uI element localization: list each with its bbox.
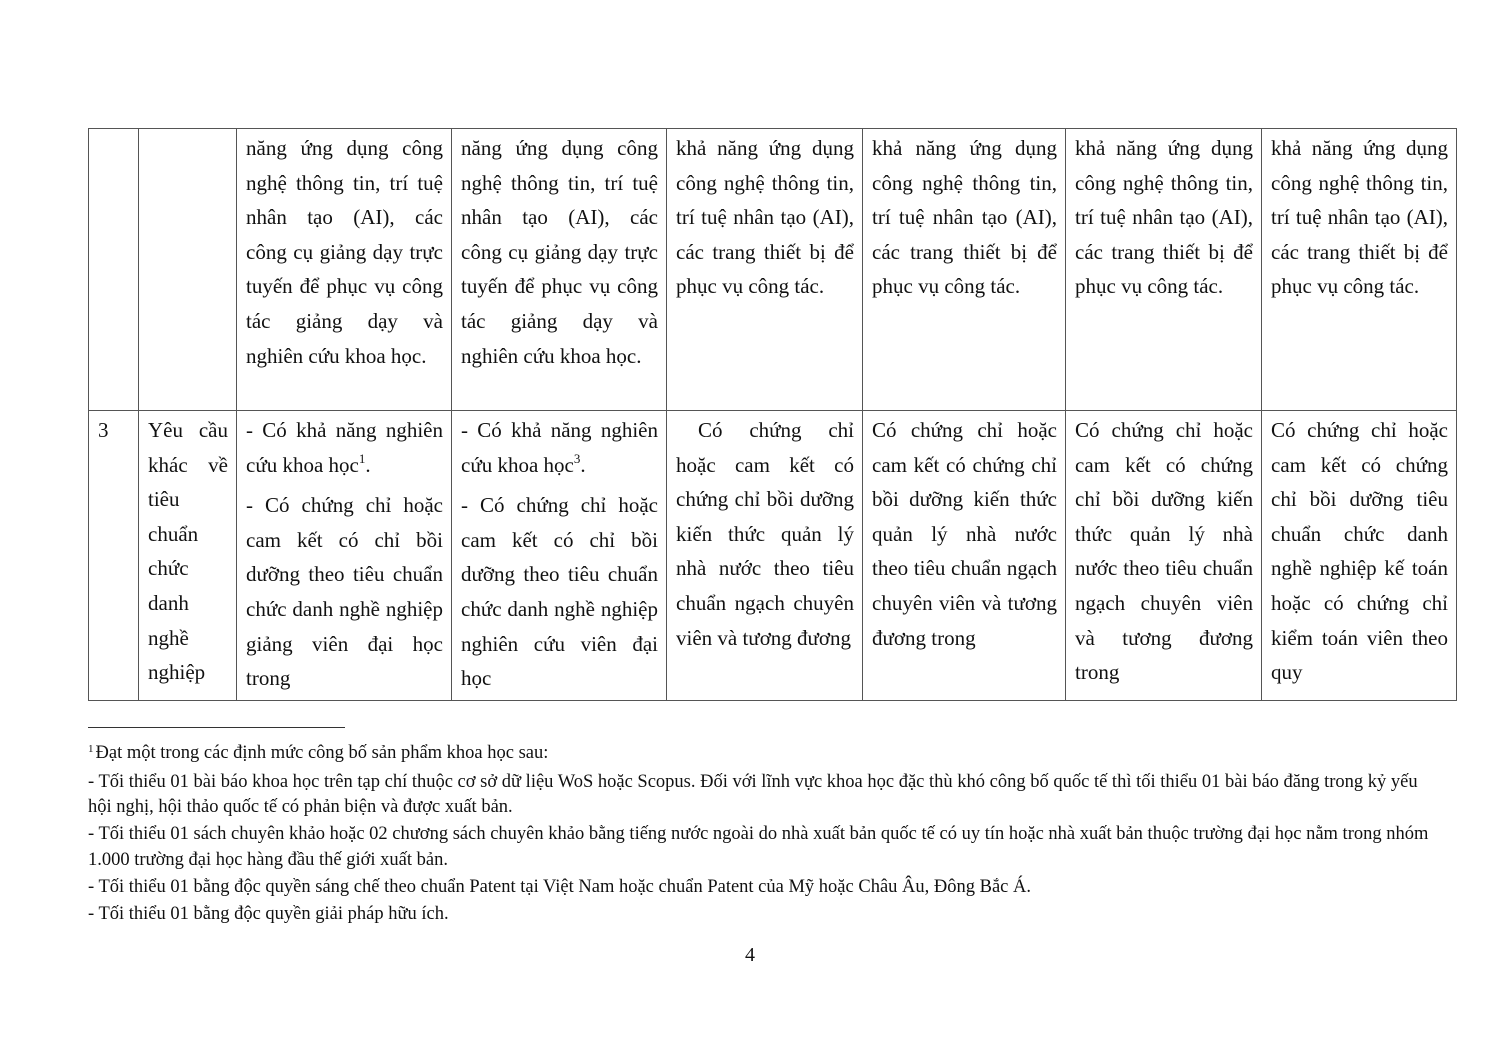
footnote-mark: 1: [88, 743, 94, 755]
table-cell: Có chứng chỉ hoặc cam kết có chứng chỉ bồi dưỡng kiến thức quản lý nhà nước theo tiêu chuẩn ngạch chuyên viên và tương đương trong: [863, 411, 1066, 701]
footnote-reference[interactable]: 1: [358, 450, 366, 466]
table-cell: khả năng ứng dụng công nghệ thông tin, trí tuệ nhân tạo (AI), các trang thiết bị để phục vụ công tác.: [863, 129, 1066, 411]
table-cell: khả năng ứng dụng công nghệ thông tin, trí tuệ nhân tạo (AI), các trang thiết bị để phục vụ công tác.: [667, 129, 863, 411]
table-cell: Có chứng chỉ hoặc cam kết có chứng chỉ bồi dưỡng kiến thức quản lý nhà nước theo tiêu chuẩn ngạch chuyên viên và tương đương: [667, 411, 863, 701]
footnote-item: - Tối thiểu 01 sách chuyên khảo hoặc 02 chương sách chuyên khảo bằng tiếng nước ngoài do nhà xuất bản quốc tế có uy tín hoặc nhà xuất bản thuộc trường đại học nằm trong nhóm 1.000 trường đại học hàng đầu thế giới xuất bản.: [88, 824, 1429, 870]
footnote-item: - Tối thiểu 01 bài báo khoa học trên tạp chí thuộc cơ sở dữ liệu WoS hoặc Scopus. Đối với lĩnh vực khoa học đặc thù khó công bố quốc tế thì tối thiểu 01 bài báo đăng trong kỷ yếu hội nghị, hội thảo quốc tế có phản biện và được xuất bản.: [88, 772, 1418, 818]
table-cell: khả năng ứng dụng công nghệ thông tin, trí tuệ nhân tạo (AI), các trang thiết bị để phục vụ công tác.: [1066, 129, 1262, 411]
footnote-reference[interactable]: 3: [573, 450, 581, 466]
table-row-3: [89, 411, 1457, 701]
cell-paragraph: - Có khả năng nghiên cứu khoa học$^3$.: [461, 418, 658, 477]
table-cell: năng ứng dụng công nghệ thông tin, trí tuệ nhân tạo (AI), các công cụ giảng dạy trực tuyến để phục vụ công tác giảng dạy và nghiên cứu khoa học.: [237, 129, 452, 411]
table-cell: Có chứng chỉ hoặc cam kết có chứng chỉ bồi dưỡng tiêu chuẩn chức danh nghề nghiệp kế toán hoặc có chứng chỉ kiểm toán viên theo quy: [1262, 411, 1457, 701]
table-cell: Có chứng chỉ hoặc cam kết có chứng chỉ bồi dưỡng kiến thức quản lý nhà nước theo tiêu chuẩn ngạch chuyên viên và tương đương trong: [1066, 411, 1262, 701]
table-cell: năng ứng dụng công nghệ thông tin, trí tuệ nhân tạo (AI), các công cụ giảng dạy trực tuyến để phục vụ công tác giảng dạy và nghiên cứu khoa học.: [452, 129, 667, 411]
criteria-table: [88, 128, 1457, 701]
table-cell: khả năng ứng dụng công nghệ thông tin, trí tuệ nhân tạo (AI), các trang thiết bị để phục vụ công tác.: [1262, 129, 1457, 411]
cell-paragraph: - Có chứng chỉ hoặc cam kết có chỉ bồi dưỡng theo tiêu chuẩn chức danh nghề nghiệp giảng viên đại học trong: [246, 493, 443, 691]
footnote-separator: [88, 727, 345, 728]
table-cell: [452, 411, 667, 701]
footnote-lead: $^1$ Đạt một trong các định mức công bố sản phẩm khoa học sau:: [88, 743, 549, 763]
table-row-continued: [89, 129, 1457, 411]
stt-cell: 3: [89, 411, 139, 701]
footnote-item: - Tối thiểu 01 bằng độc quyền sáng chế theo chuẩn Patent tại Việt Nam hoặc chuẩn Patent của Mỹ hoặc Châu Âu, Đông Bắc Á.: [88, 876, 1031, 897]
footnotes: [88, 741, 1438, 929]
table-cell: [237, 411, 452, 701]
cell-paragraph: - Có chứng chỉ hoặc cam kết có chỉ bồi dưỡng theo tiêu chuẩn chức danh nghề nghiệp nghiên cứu viên đại học: [461, 493, 658, 691]
criterion-cell: Yêu cầu khác về tiêu chuẩn chức danh nghề nghiệp: [139, 411, 237, 701]
cell-paragraph: - Có khả năng nghiên cứu khoa học$^1$.: [246, 418, 443, 477]
stt-cell: [89, 129, 139, 411]
criterion-cell: [139, 129, 237, 411]
page-number: 4: [745, 944, 755, 966]
footnote-item: - Tối thiểu 01 bằng độc quyền giải pháp hữu ích.: [88, 903, 449, 924]
